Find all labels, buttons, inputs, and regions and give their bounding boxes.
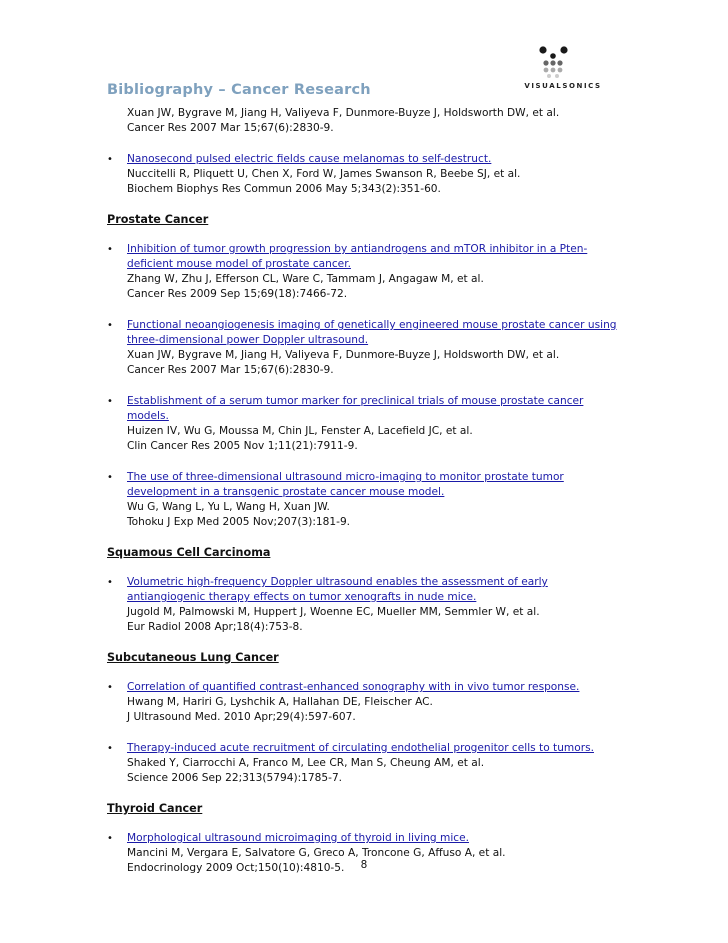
reference-citation: Eur Radiol 2008 Apr;18(4):753-8. <box>127 621 303 633</box>
reference-entry <box>107 680 627 725</box>
reference-citation: Cancer Res 2007 Mar 15;67(6):2830-9. <box>127 122 334 134</box>
reference-citation: Science 2006 Sep 22;313(5794):1785-7. <box>127 772 343 784</box>
reference-citation: Cancer Res 2007 Mar 15;67(6):2830-9. <box>127 364 334 376</box>
visualsonics-logo <box>508 46 618 96</box>
bullet-icon: • <box>107 743 113 754</box>
reference-citation: J Ultrasound Med. 2010 Apr;29(4):597-607. <box>127 711 356 723</box>
reference-entry <box>107 152 627 197</box>
section-heading-thyroid-cancer: Thyroid Cancer <box>107 802 203 815</box>
section-heading-subcutaneous-lung-cancer: Subcutaneous Lung Cancer <box>107 651 279 664</box>
logo-wordmark: VISUALSONICS <box>524 82 602 90</box>
reference-authors: Zhang W, Zhu J, Efferson CL, Ware C, Tammam J, Angagaw M, et al. <box>127 273 484 285</box>
reference-entry <box>107 394 627 454</box>
reference-authors: Hwang M, Hariri G, Lyshchik A, Hallahan DE, Fleischer AC. <box>127 696 433 708</box>
bullet-icon: • <box>107 154 113 165</box>
reference-title-link[interactable]: Establishment of a serum tumor marker for preclinical trials of mouse prostate cancer models. <box>127 395 584 422</box>
reference-title-link[interactable]: Inhibition of tumor growth progression by antiandrogens and mTOR inhibitor in a Pten-deficient mouse model of prostate cancer. <box>127 243 588 270</box>
bullet-icon: • <box>107 682 113 693</box>
bullet-icon: • <box>107 320 113 331</box>
reference-authors: Xuan JW, Bygrave M, Jiang H, Valiyeva F, Dunmore-Buyze J, Holdsworth DW, et al. <box>127 349 560 361</box>
reference-entry-continued <box>107 106 627 136</box>
section-heading-prostate-cancer: Prostate Cancer <box>107 213 209 226</box>
reference-entry <box>107 470 627 530</box>
reference-entry <box>107 242 627 302</box>
bullet-icon: • <box>107 472 113 483</box>
reference-title-link[interactable]: The use of three-dimensional ultrasound micro-imaging to monitor prostate tumor development in a transgenic prostate cancer mouse model. <box>127 471 564 498</box>
reference-authors: Shaked Y, Ciarrocchi A, Franco M, Lee CR, Man S, Cheung AM, et al. <box>127 757 485 769</box>
bullet-icon: • <box>107 833 113 844</box>
reference-title-link[interactable]: Therapy-induced acute recruitment of circulating endothelial progenitor cells to tumors. <box>127 742 594 754</box>
reference-citation: Tohoku J Exp Med 2005 Nov;207(3):181-9. <box>127 516 351 528</box>
reference-authors: Jugold M, Palmowski M, Huppert J, Woenne EC, Mueller MM, Semmler W, et al. <box>127 606 540 618</box>
reference-title-link[interactable]: Correlation of quantified contrast-enhanced sonography with in vivo tumor response. <box>127 681 580 693</box>
page-title: Bibliography – Cancer Research <box>107 82 371 98</box>
reference-authors: Xuan JW, Bygrave M, Jiang H, Valiyeva F, Dunmore-Buyze J, Holdsworth DW, et al. <box>127 107 560 119</box>
reference-authors: Mancini M, Vergara E, Salvatore G, Greco A, Troncone G, Affuso A, et al. <box>127 847 506 859</box>
bullet-icon: • <box>107 396 113 407</box>
reference-authors: Nuccitelli R, Pliquett U, Chen X, Ford W, James Swanson R, Beebe SJ, et al. <box>127 168 521 180</box>
bullet-icon: • <box>107 244 113 255</box>
reference-title-link[interactable]: Functional neoangiogenesis imaging of genetically engineered mouse prostate cancer using three-dimensional power Doppler ultrasound. <box>127 319 617 346</box>
reference-title-link[interactable]: Volumetric high-frequency Doppler ultrasound enables the assessment of early antiangiogenic therapy effects on tumor xenografts in nude mice. <box>127 576 548 603</box>
bullet-icon: • <box>107 577 113 588</box>
reference-entry <box>107 741 627 786</box>
reference-citation: Biochem Biophys Res Commun 2006 May 5;343(2):351-60. <box>127 183 441 195</box>
reference-authors: Wu G, Wang L, Yu L, Wang H, Xuan JW. <box>127 501 330 513</box>
reference-entry <box>107 318 627 378</box>
reference-citation: Endocrinology 2009 Oct;150(10):4810-5. <box>127 862 345 874</box>
reference-authors: Huizen IV, Wu G, Moussa M, Chin JL, Fenster A, Lacefield JC, et al. <box>127 425 473 437</box>
visualsonics-logo-icon <box>538 46 588 82</box>
reference-title-link[interactable]: Morphological ultrasound microimaging of thyroid in living mice. <box>127 832 469 844</box>
reference-citation: Cancer Res 2009 Sep 15;69(18):7466-72. <box>127 288 348 300</box>
section-heading-squamous-cell-carcinoma: Squamous Cell Carcinoma <box>107 546 271 559</box>
reference-title-link[interactable]: Nanosecond pulsed electric fields cause melanomas to self-destruct. <box>127 153 492 165</box>
bibliography-content <box>107 106 627 892</box>
reference-citation: Clin Cancer Res 2005 Nov 1;11(21):7911-9. <box>127 440 358 452</box>
page-number: 8 <box>360 859 368 871</box>
reference-entry <box>107 575 627 635</box>
